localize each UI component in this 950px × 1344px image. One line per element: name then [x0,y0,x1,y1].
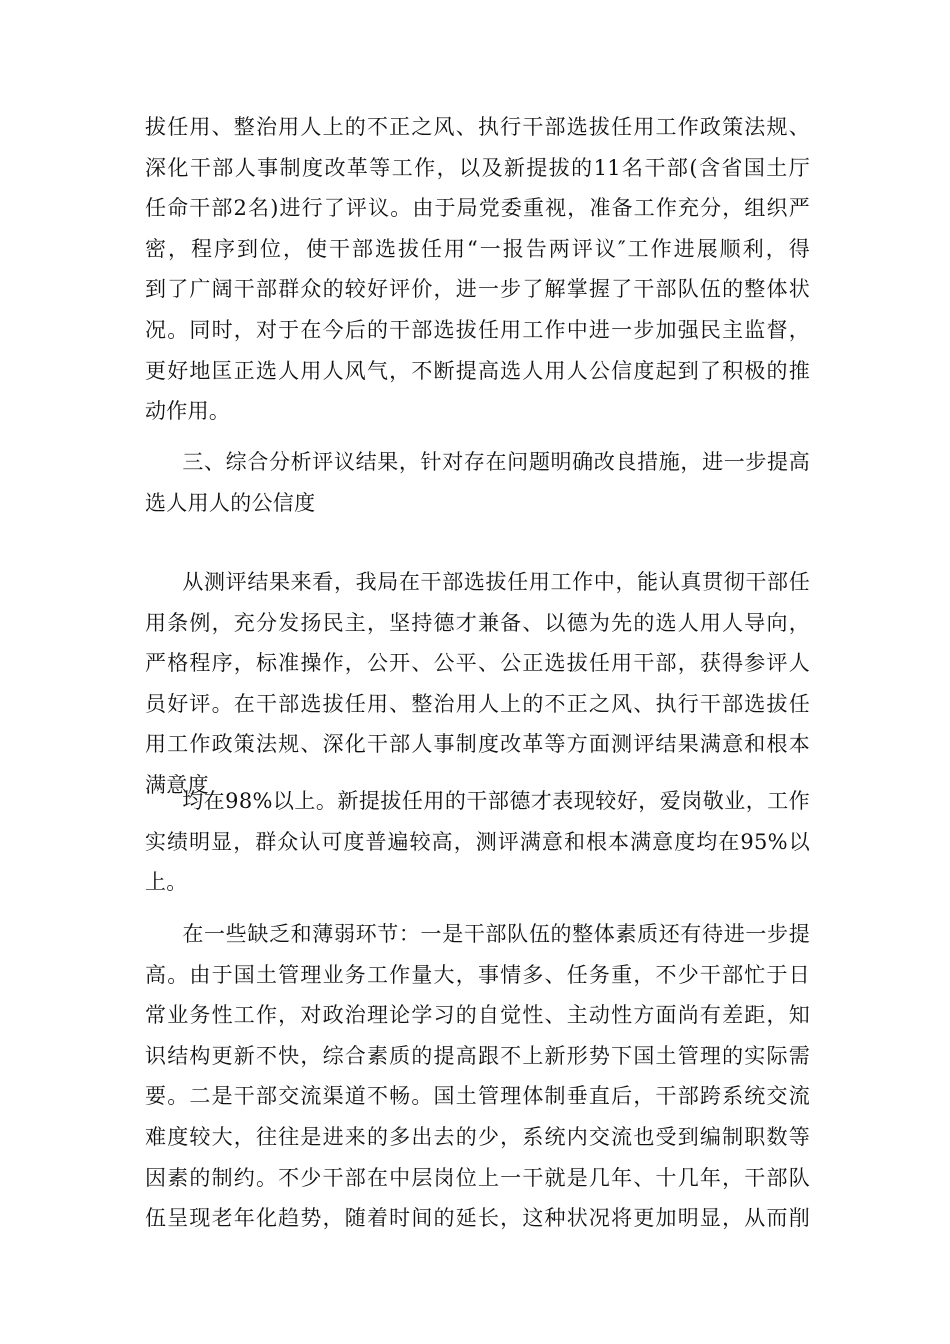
text-line: 满意度 [145,772,209,797]
text-line: 到了广阔干部群众的较好评价，进一步了解掌握了干部队伍的整体状 [145,277,810,302]
text-line: 动作用。 [145,399,231,424]
text-line: 选人用人的公信度 [145,490,316,515]
text-line: 三、综合分析评议结果，针对存在问题明确改良措施，进一步提高 [182,450,810,474]
text-line: 识结构更新不快，综合素质的提高跟不上新形势下国土管理的实际需 [145,1043,810,1068]
section-heading-three [145,442,810,523]
paragraph-evaluation-continued [145,107,810,432]
text-line: 严格程序，标准操作，公开、公平、公正选拔任用干部，获得参评人 [145,651,810,676]
text-line: 在一些缺乏和薄弱环节：一是干部队伍的整体素质还有待进一步提 [182,922,810,946]
text-line: 拔任用、整治用人上的不正之风、执行干部选拔任用工作政策法规、 [145,115,810,139]
text-line: 任命干部2名)进行了评议。由于局党委重视，准备工作充分，组织严 [145,196,810,221]
text-line: 均在98%以上。新提拔任用的干部德才表现较好，爱岗敬业，工作 [182,789,810,813]
text-line: 况。同时，对于在今后的干部选拔任用工作中进一步加强民主监督， [145,317,810,342]
text-line: 高。由于国土管理业务工作量大，事情多、任务重，不少干部忙于日 [145,962,810,987]
paragraph-evaluation-results [145,562,810,806]
text-line: 用工作政策法规、深化干部人事制度改革等方面测评结果满意和根本 [145,732,810,757]
text-line: 伍呈现老年化趋势，随着时间的延长，这种状况将更加明显，从而削 [145,1206,810,1231]
text-line: 更好地匡正选人用人风气，不断提高选人用人公信度起到了积极的推 [145,358,810,383]
paragraph-satisfaction-rates [145,781,810,903]
text-line: 员好评。在干部选拔任用、整治用人上的不正之风、执行干部选拔任 [145,691,810,716]
text-line: 要。二是干部交流渠道不畅。国土管理体制垂直后，干部跨系统交流 [145,1084,810,1109]
text-line: 密，程序到位，使干部选拔任用“一报告两评议″工作进展顺利，得 [145,236,810,261]
paragraph-weaknesses [145,914,810,1239]
text-line: 深化干部人事制度改革等工作，以及新提拔的11名干部(含省国土厅 [145,155,810,180]
text-line: 实绩明显，群众认可度普遍较高，测评满意和根本满意度均在95%以 [145,829,810,854]
text-line: 从测评结果来看，我局在干部选拔任用工作中，能认真贯彻干部任 [182,570,810,594]
text-line: 上。 [145,870,188,895]
text-line: 常业务性工作，对政治理论学习的自觉性、主动性方面尚有差距，知 [145,1003,810,1028]
text-line: 因素的制约。不少干部在中层岗位上一干就是几年、十几年，干部队 [145,1165,810,1190]
text-line: 难度较大，往往是进来的多出去的少，系统内交流也受到编制职数等 [145,1124,810,1149]
text-line: 用条例，充分发扬民主，坚持德才兼备、以德为先的选人用人导向， [145,610,810,635]
